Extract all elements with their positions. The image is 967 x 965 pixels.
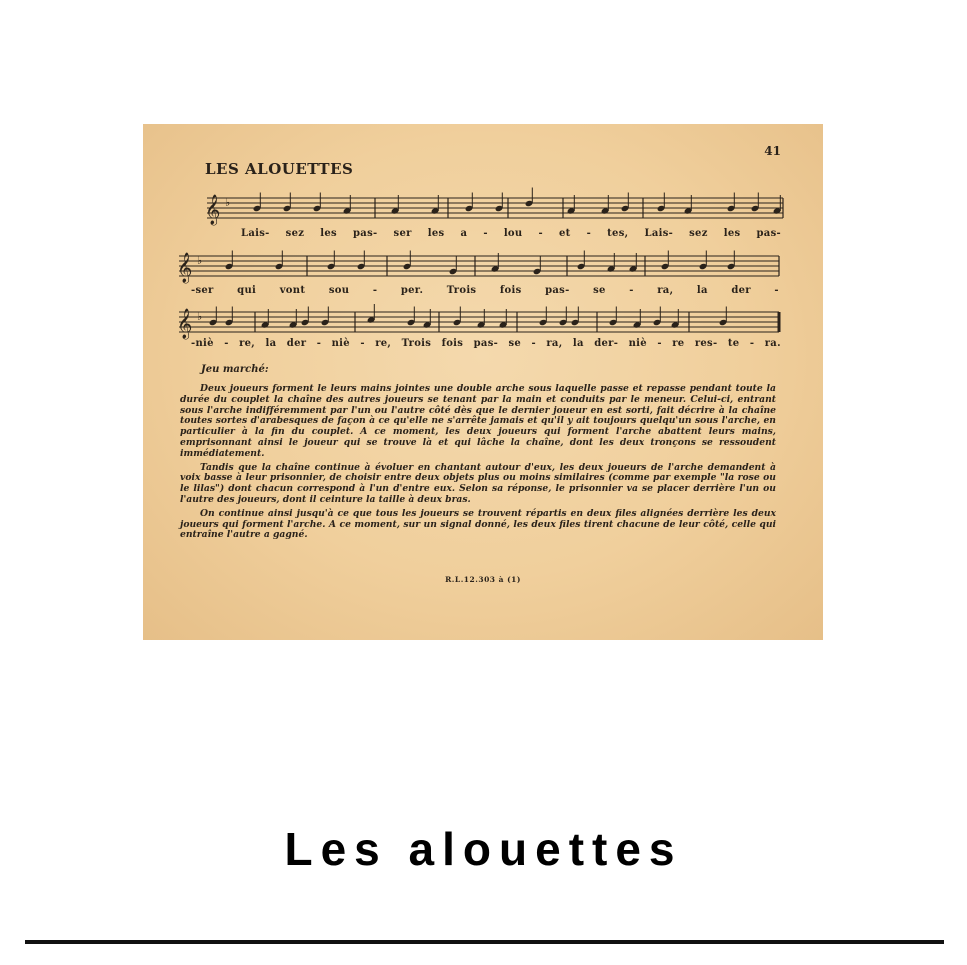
lyric-syllable: et [559,228,571,239]
caption-title: Les alouettes [284,823,683,875]
lyric-syllable: se [508,338,522,349]
lyric-syllable: pas- [473,338,499,349]
lyric-syllable: - [629,285,634,296]
lyric-syllable: lou [503,228,523,239]
lyric-syllable: la [572,338,584,349]
lyric-syllable: -niè [191,338,214,349]
game-description [180,384,776,544]
scanned-page [143,124,823,640]
flat-icon: ♭ [197,254,203,267]
game-paragraph: Deux joueurs forment le leurs mains jointes une double arche sous laquelle passe et repasse pendant toute la durée du couplet la chaîne des autres joueurs se tenant par la main et conduits par le meneur. Celui-ci, entrant sous l'arche indifféremment par l'un ou l'autre côté dès que le dernier joueur en est sorti, fait décrire à la chaîne toutes sortes d'arabesques de façon à ce qu'elle ne s'arrête jamais et qu'il y ait toujours quelqu'un sous l'arche, en particulier à la fin du couplet. A ce moment, les deux joueurs qui forment l'arche abattent leurs mains, emprisonnant ainsi le joueur qui se trouve là et qui lâche la chaîne, dont les deux tronçons se ressoudent immédiatement. [180,383,776,459]
lyric-syllable: a [460,228,468,239]
lyric-syllable: - [360,338,365,349]
lyric-syllable: niè [331,338,350,349]
lyric-syllable: niè [628,338,647,349]
lyric-syllable: les [723,228,741,239]
lyric-syllable: - [372,285,378,296]
lyric-syllable: Trois [446,285,477,296]
lyric-syllable: - [531,338,536,349]
treble-clef-icon: 𝄞 [177,309,193,339]
flat-icon: ♭ [197,310,203,323]
lyrics-line-2 [191,285,779,296]
lyric-syllable: - [774,285,779,296]
lyric-syllable: - [483,228,488,239]
lyric-syllable: ser [393,228,412,239]
lyric-syllable: la [696,285,708,296]
game-paragraph: On continue ainsi jusqu'à ce que tous les joueurs se trouvent répartis en deux files alignées derrière les deux joueurs qui forment l'arche. A ce moment, sur un signal donné, les deux files tirent chacune de leur côté, celle qui entraîne l'autre a gagné. [180,507,776,541]
lyric-syllable: der [731,285,751,296]
lyrics-line-3 [191,338,781,349]
lyric-syllable: pas- [353,228,378,239]
treble-clef-icon: 𝄞 [177,253,193,283]
lyric-syllable: Lais- [644,228,674,239]
lyric-syllable: Lais- [241,228,270,239]
lyric-syllable: sou [328,285,350,296]
page-number: 41 [764,144,781,158]
bottom-rule [25,940,944,944]
lyric-syllable: der [286,338,307,349]
lyric-syllable: tes, [607,228,629,239]
lyric-syllable: pas- [545,285,570,296]
lyric-syllable: res- [694,338,718,349]
staff-row-3 [143,300,823,360]
lyric-syllable: - [657,338,662,349]
publisher-reference: R.L.12.303 à (1) [445,575,521,584]
lyrics-line-1 [241,228,781,239]
lyric-syllable: se [593,285,606,296]
lyric-syllable: les [427,228,445,239]
flat-icon: ♭ [225,196,231,209]
lyric-syllable: fois [499,285,522,296]
treble-clef-icon: 𝄞 [205,195,221,225]
lyric-syllable: fois [441,338,464,349]
lyric-syllable: ra, [657,285,674,296]
lyric-syllable: per. [400,285,424,296]
game-paragraph: Tandis que la chaîne continue à évoluer en chantant autour d'eux, les deux joueurs de l'arche demandent à voix basse à leur prisonnier, de choisir entre deux objets plus ou moins similaires (comme par exemple "la rose ou le lilas") dont chacun correspond à l'un d'entre eux. Selon sa réponse, le prisonnier va se placer derrière l'un ou l'autre des joueurs, dont il ceinture la taille à deux bras. [180,461,776,505]
lyric-syllable: re [672,338,685,349]
lyric-syllable: sez [689,228,708,239]
lyric-syllable: la [265,338,277,349]
lyric-syllable: -ser [191,285,214,296]
lyric-syllable: les [320,228,337,239]
lyric-syllable: te [727,338,740,349]
game-heading: Jeu marché: [201,364,269,375]
lyric-syllable: pas- [756,228,781,239]
lyric-syllable: - [586,228,592,239]
lyric-syllable: - [316,338,322,349]
lyric-syllable: - [749,338,755,349]
lyric-syllable: sez [285,228,305,239]
lyric-syllable: re, [239,338,256,349]
lyric-syllable: qui [237,285,257,296]
song-title: LES ALOUETTES [205,160,354,178]
lyric-syllable: ra, [546,338,563,349]
lyric-syllable: der- [594,338,619,349]
lyric-syllable: - [224,338,229,349]
lyric-syllable: re, [375,338,392,349]
lyric-syllable: - [538,228,543,239]
lyric-syllable: ra. [764,338,781,349]
lyric-syllable: Trois [401,338,432,349]
lyric-syllable: vont [279,285,306,296]
